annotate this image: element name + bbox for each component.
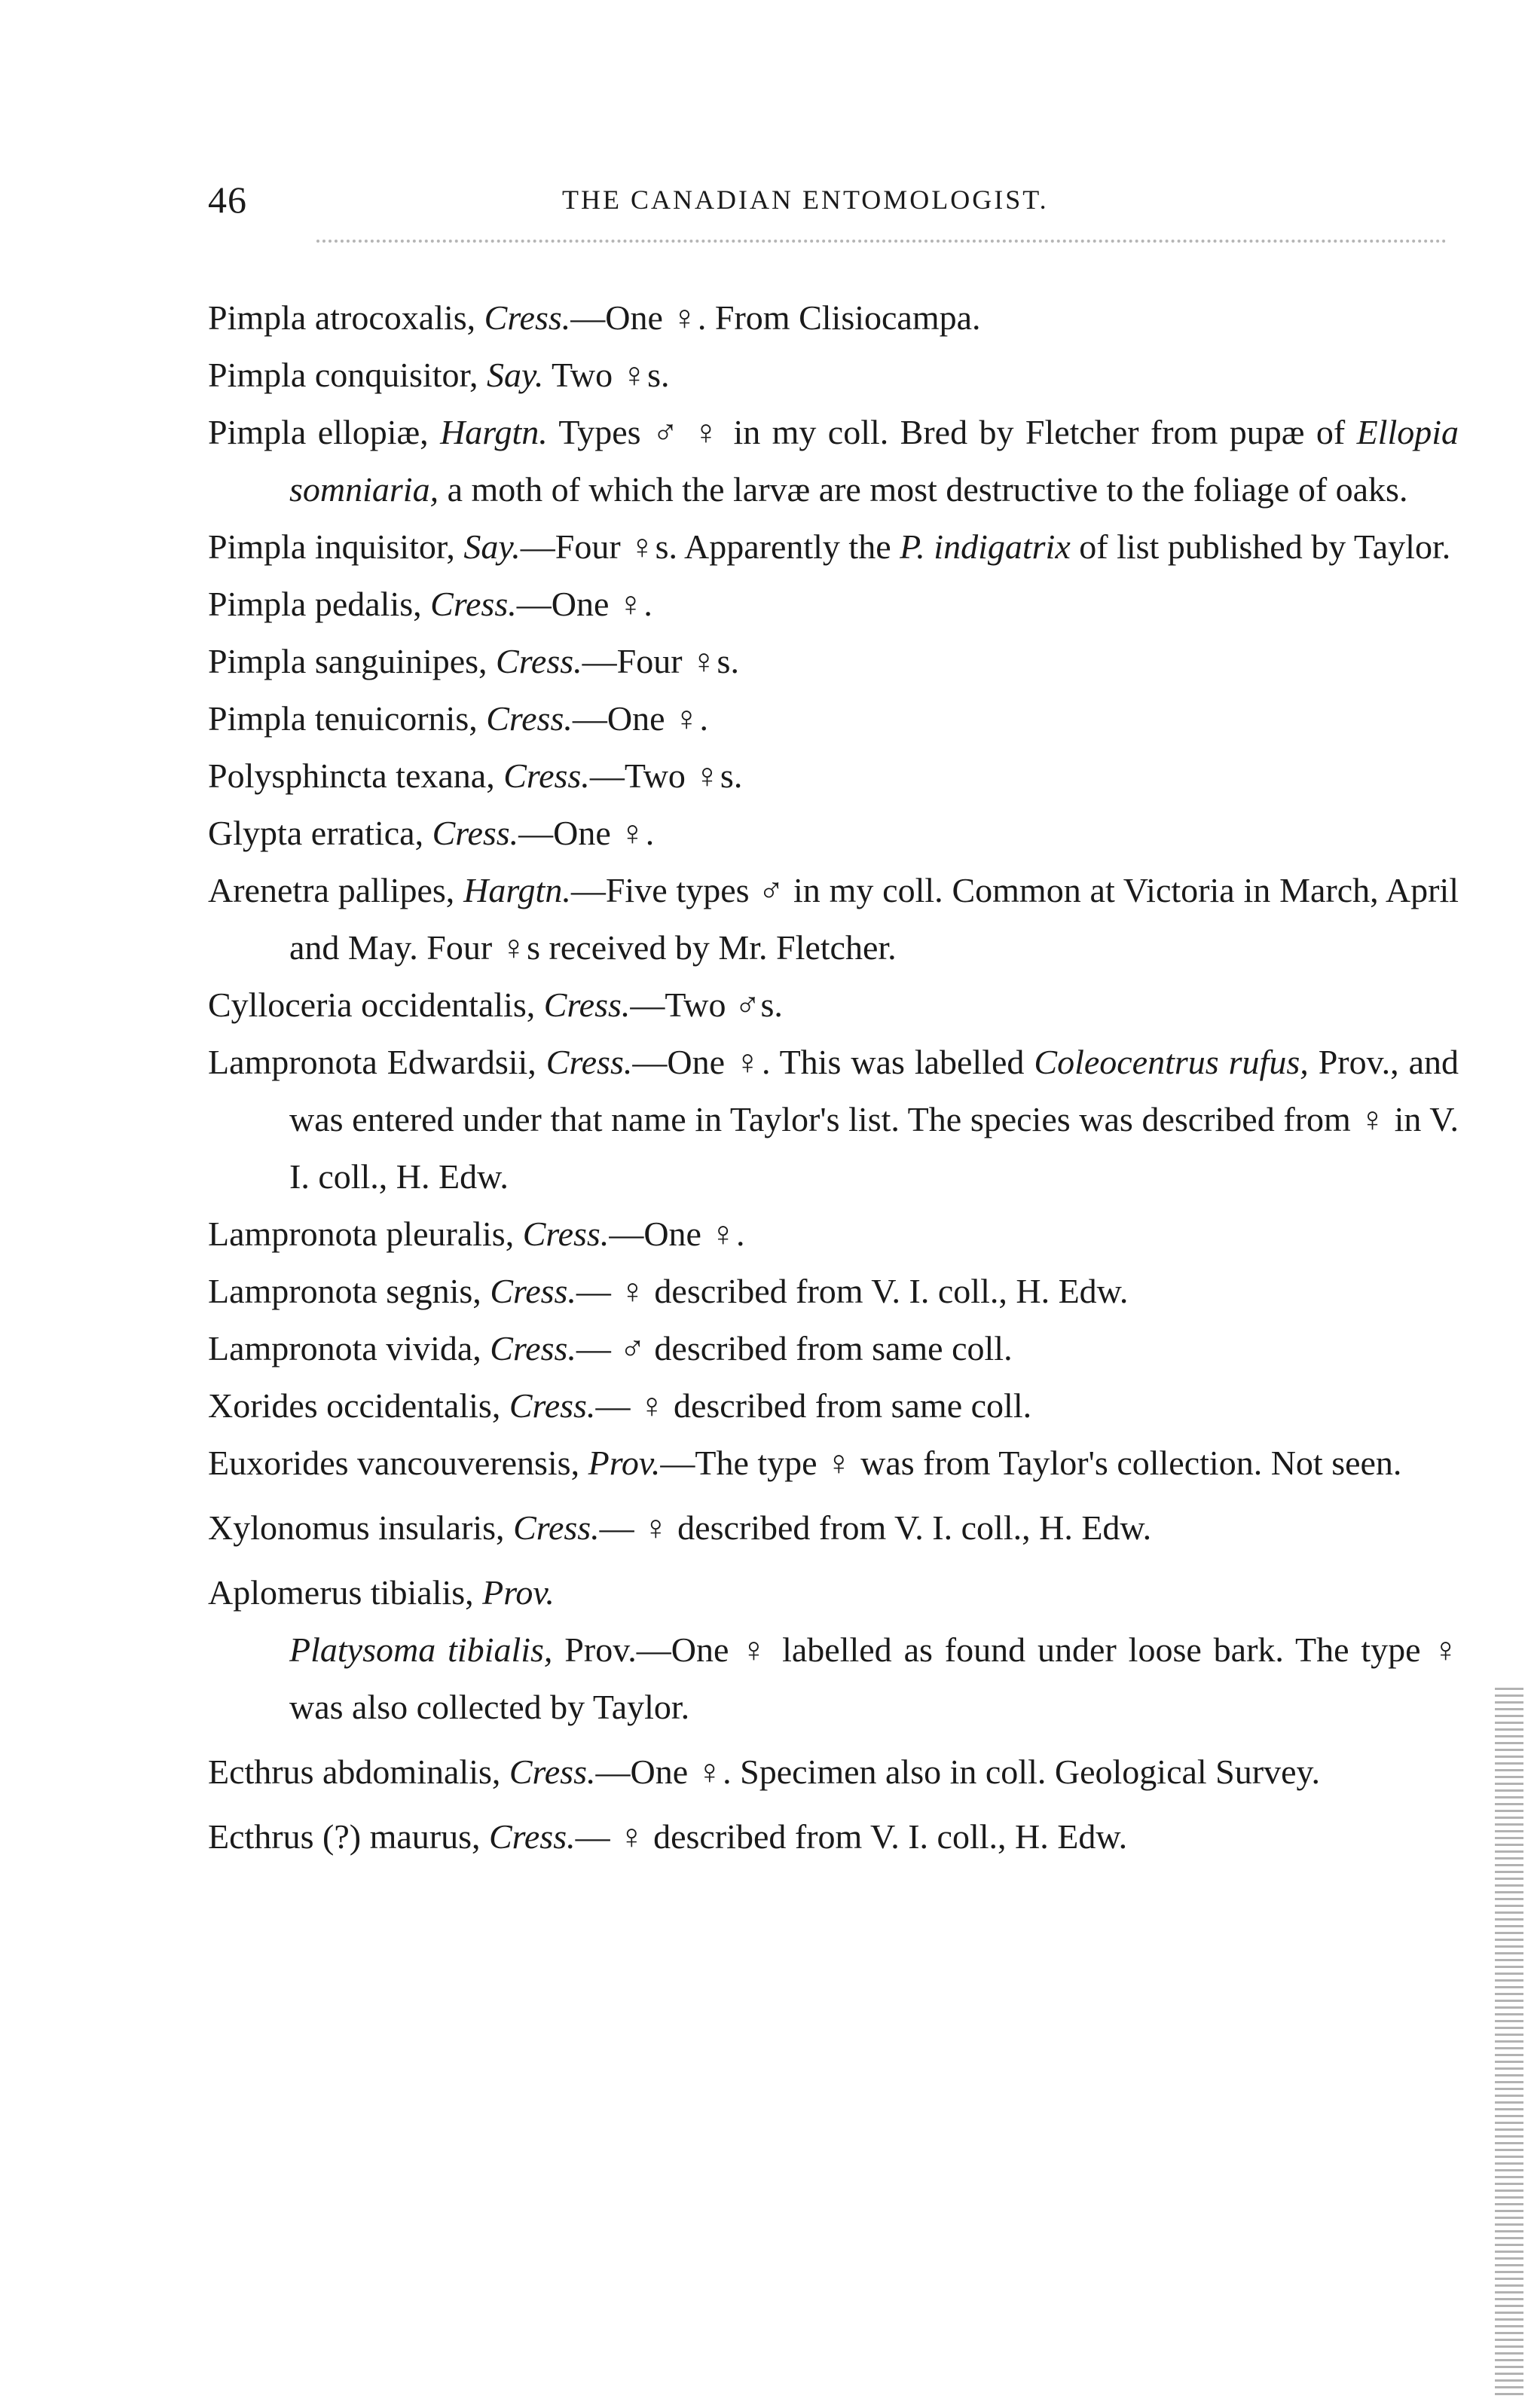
list-item: Lampronota pleuralis, Cress.—One ♀. — [208, 1215, 745, 1253]
species-list — [208, 289, 1459, 1866]
list-item: Lampronota vivida, Cress.— ♂ described from same coll. — [208, 1329, 1013, 1367]
page-number: 46 — [208, 179, 247, 221]
list-item: Lampronota segnis, Cress.— ♀ described from V. I. coll., H. Edw. — [208, 1272, 1129, 1310]
list-item: Glypta erratica, Cress.—One ♀. — [208, 814, 655, 852]
scan-edge-noise — [1495, 1688, 1523, 2396]
list-item: Pimpla pedalis, Cress.—One ♀. — [208, 585, 652, 623]
list-item: Euxorides vancouverensis, Prov.—The type ♀ was from Taylor's collection. Not seen. — [208, 1444, 1402, 1482]
list-item: Arenetra pallipes, Hargtn.—Five types ♂ in my coll. Common at Victoria in March, April and May. Four ♀s received by Mr. Fletcher. — [208, 871, 1459, 967]
list-item: Pimpla tenuicornis, Cress.—One ♀. — [208, 699, 708, 738]
list-item: Pimpla ellopiæ, Hargtn. Types ♂ ♀ in my coll. Bred by Fletcher from pupæ of Ellopia somniaria, a moth of which the larvæ are most destructive to the foliage of oaks. — [208, 413, 1459, 509]
list-item: Pimpla conquisitor, Say. Two ♀s. — [208, 356, 670, 394]
page-header — [208, 178, 1459, 231]
list-item: Ecthrus abdominalis, Cress.—One ♀. Specimen also in coll. Geological Survey. — [208, 1753, 1321, 1791]
list-item: Polysphincta texana, Cress.—Two ♀s. — [208, 756, 743, 795]
running-head: THE CANADIAN ENTOMOLOGIST. — [562, 185, 1049, 215]
list-item: Aplomerus tibialis, Prov. — [208, 1573, 555, 1612]
list-item: Xorides occidentalis, Cress.— ♀ described from same coll. — [208, 1386, 1032, 1425]
list-item: Ecthrus (?) maurus, Cress.— ♀ described from V. I. coll., H. Edw. — [208, 1817, 1128, 1856]
header-rule — [316, 240, 1447, 243]
list-item: Xylonomus insularis, Cress.— ♀ described from V. I. coll., H. Edw. — [208, 1508, 1152, 1547]
list-item: Pimpla atrocoxalis, Cress.—One ♀. From Clisiocampa. — [208, 298, 981, 337]
list-item: Pimpla inquisitor, Say.—Four ♀s. Apparently the P. indigatrix of list published by Taylor. — [208, 527, 1451, 566]
list-item: Pimpla sanguinipes, Cress.—Four ♀s. — [208, 642, 739, 680]
list-item: Lampronota Edwardsii, Cress.—One ♀. This was labelled Coleocentrus rufus, Prov., and was entered under that name in Taylor's list. The species was described from ♀ in V. I. coll., H. Edw. — [208, 1043, 1459, 1196]
list-item-synonym: Platysoma tibialis, Prov.—One ♀ labelled as found under loose bark. The type ♀ was also collected by Taylor. — [289, 1630, 1459, 1726]
list-item: Cylloceria occidentalis, Cress.—Two ♂s. — [208, 986, 783, 1024]
